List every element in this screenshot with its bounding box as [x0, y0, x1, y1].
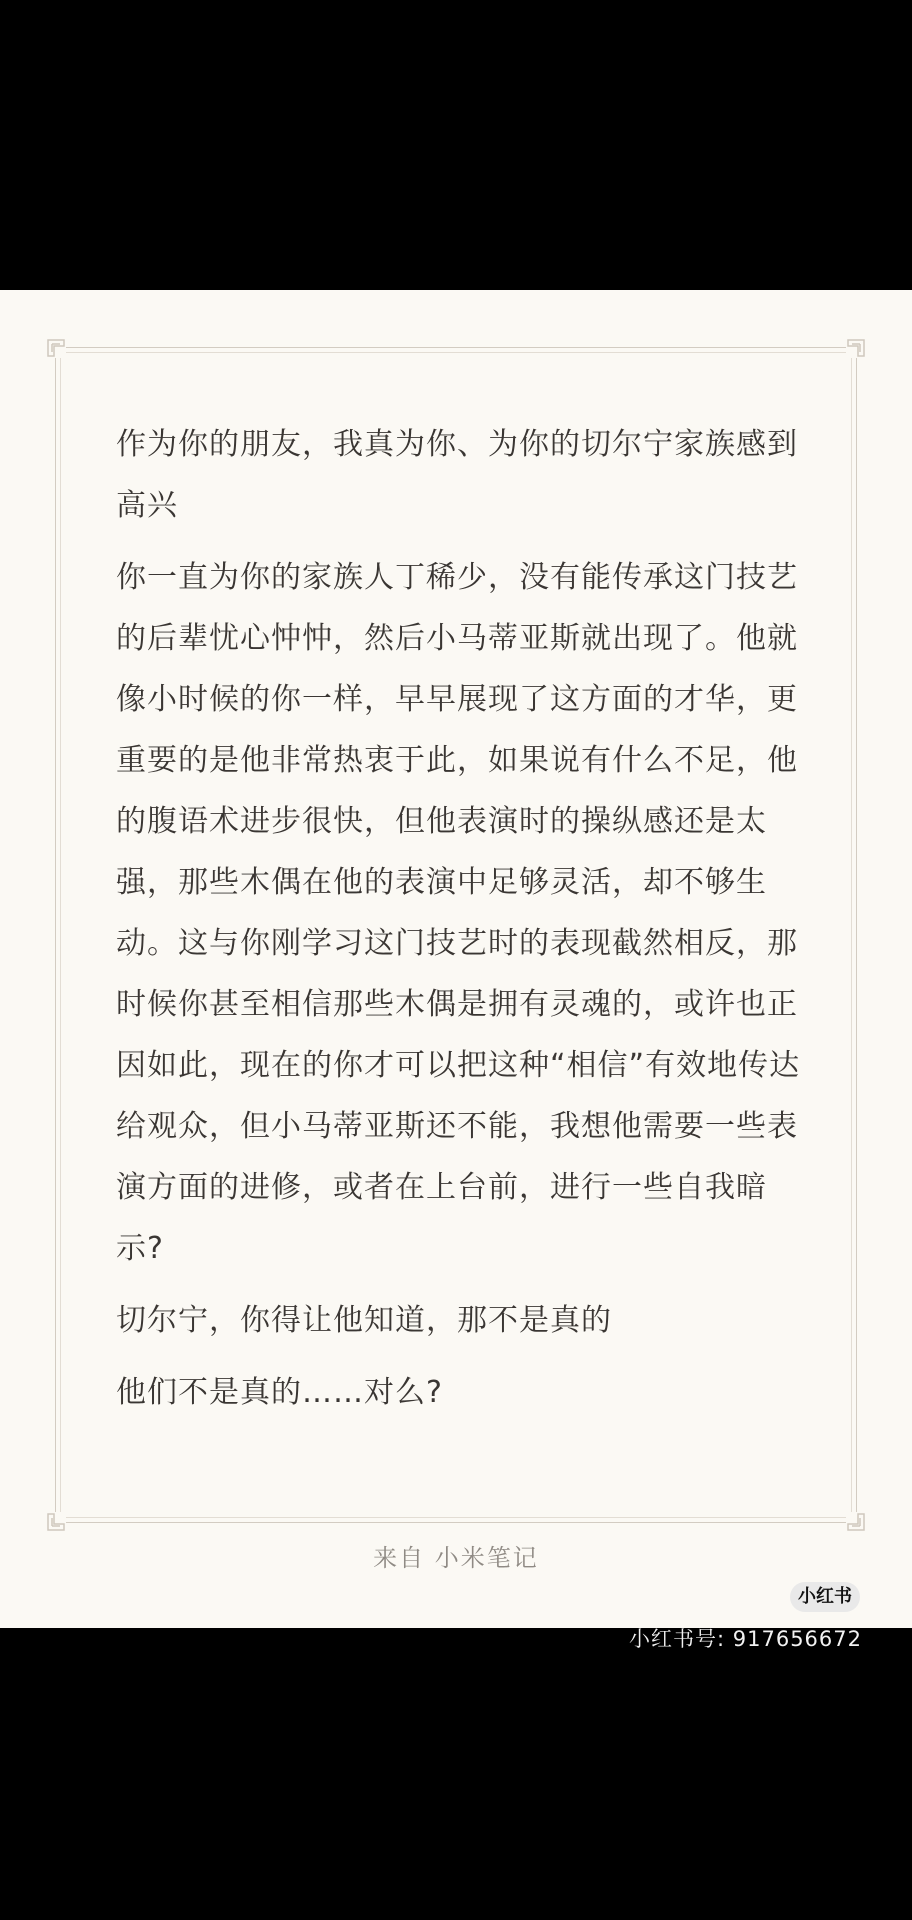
- note-body: [116, 414, 806, 1434]
- paragraph: 作为你的朋友，我真为你、为你的切尔宁家族感到高兴: [116, 427, 798, 523]
- note-card: [0, 290, 912, 1628]
- frame-corner-ornament: [46, 338, 66, 358]
- frame-corner-ornament: [46, 1512, 66, 1532]
- xiaohongshu-id: 小红书号: 917656672: [629, 1627, 862, 1651]
- frame-corner-ornament: [846, 1512, 866, 1532]
- paragraph: 你一直为你的家族人丁稀少，没有能传承这门技艺的后辈忧心忡忡，然后小马蒂亚斯就出现了。他就像小时候的你一样，早早展现了这方面的才华，更重要的是他非常热衷于此，如果说有什么不足，他的腹语术进步很快，但他表演时的操纵感还是太强，那些木偶在他的表演中足够灵活，却不够生动。这与你刚学习这门技艺时的表现截然相反，那时候你甚至相信那些木偶是拥有灵魂的，或许也正因如此，现在的你才可以把这种“相信”有效地传达给观众，但小马蒂亚斯还不能，我想他需要一些表演方面的进修，或者在上台前，进行一些自我暗示?: [116, 560, 801, 1266]
- source-label: 来自 小米笔记: [373, 1544, 539, 1572]
- paragraph: 切尔宁，你得让他知道，那不是真的: [116, 1303, 612, 1338]
- paragraph: 他们不是真的……对么?: [116, 1375, 443, 1410]
- frame-corner-ornament: [846, 338, 866, 358]
- xiaohongshu-logo: 小红书: [790, 1582, 860, 1612]
